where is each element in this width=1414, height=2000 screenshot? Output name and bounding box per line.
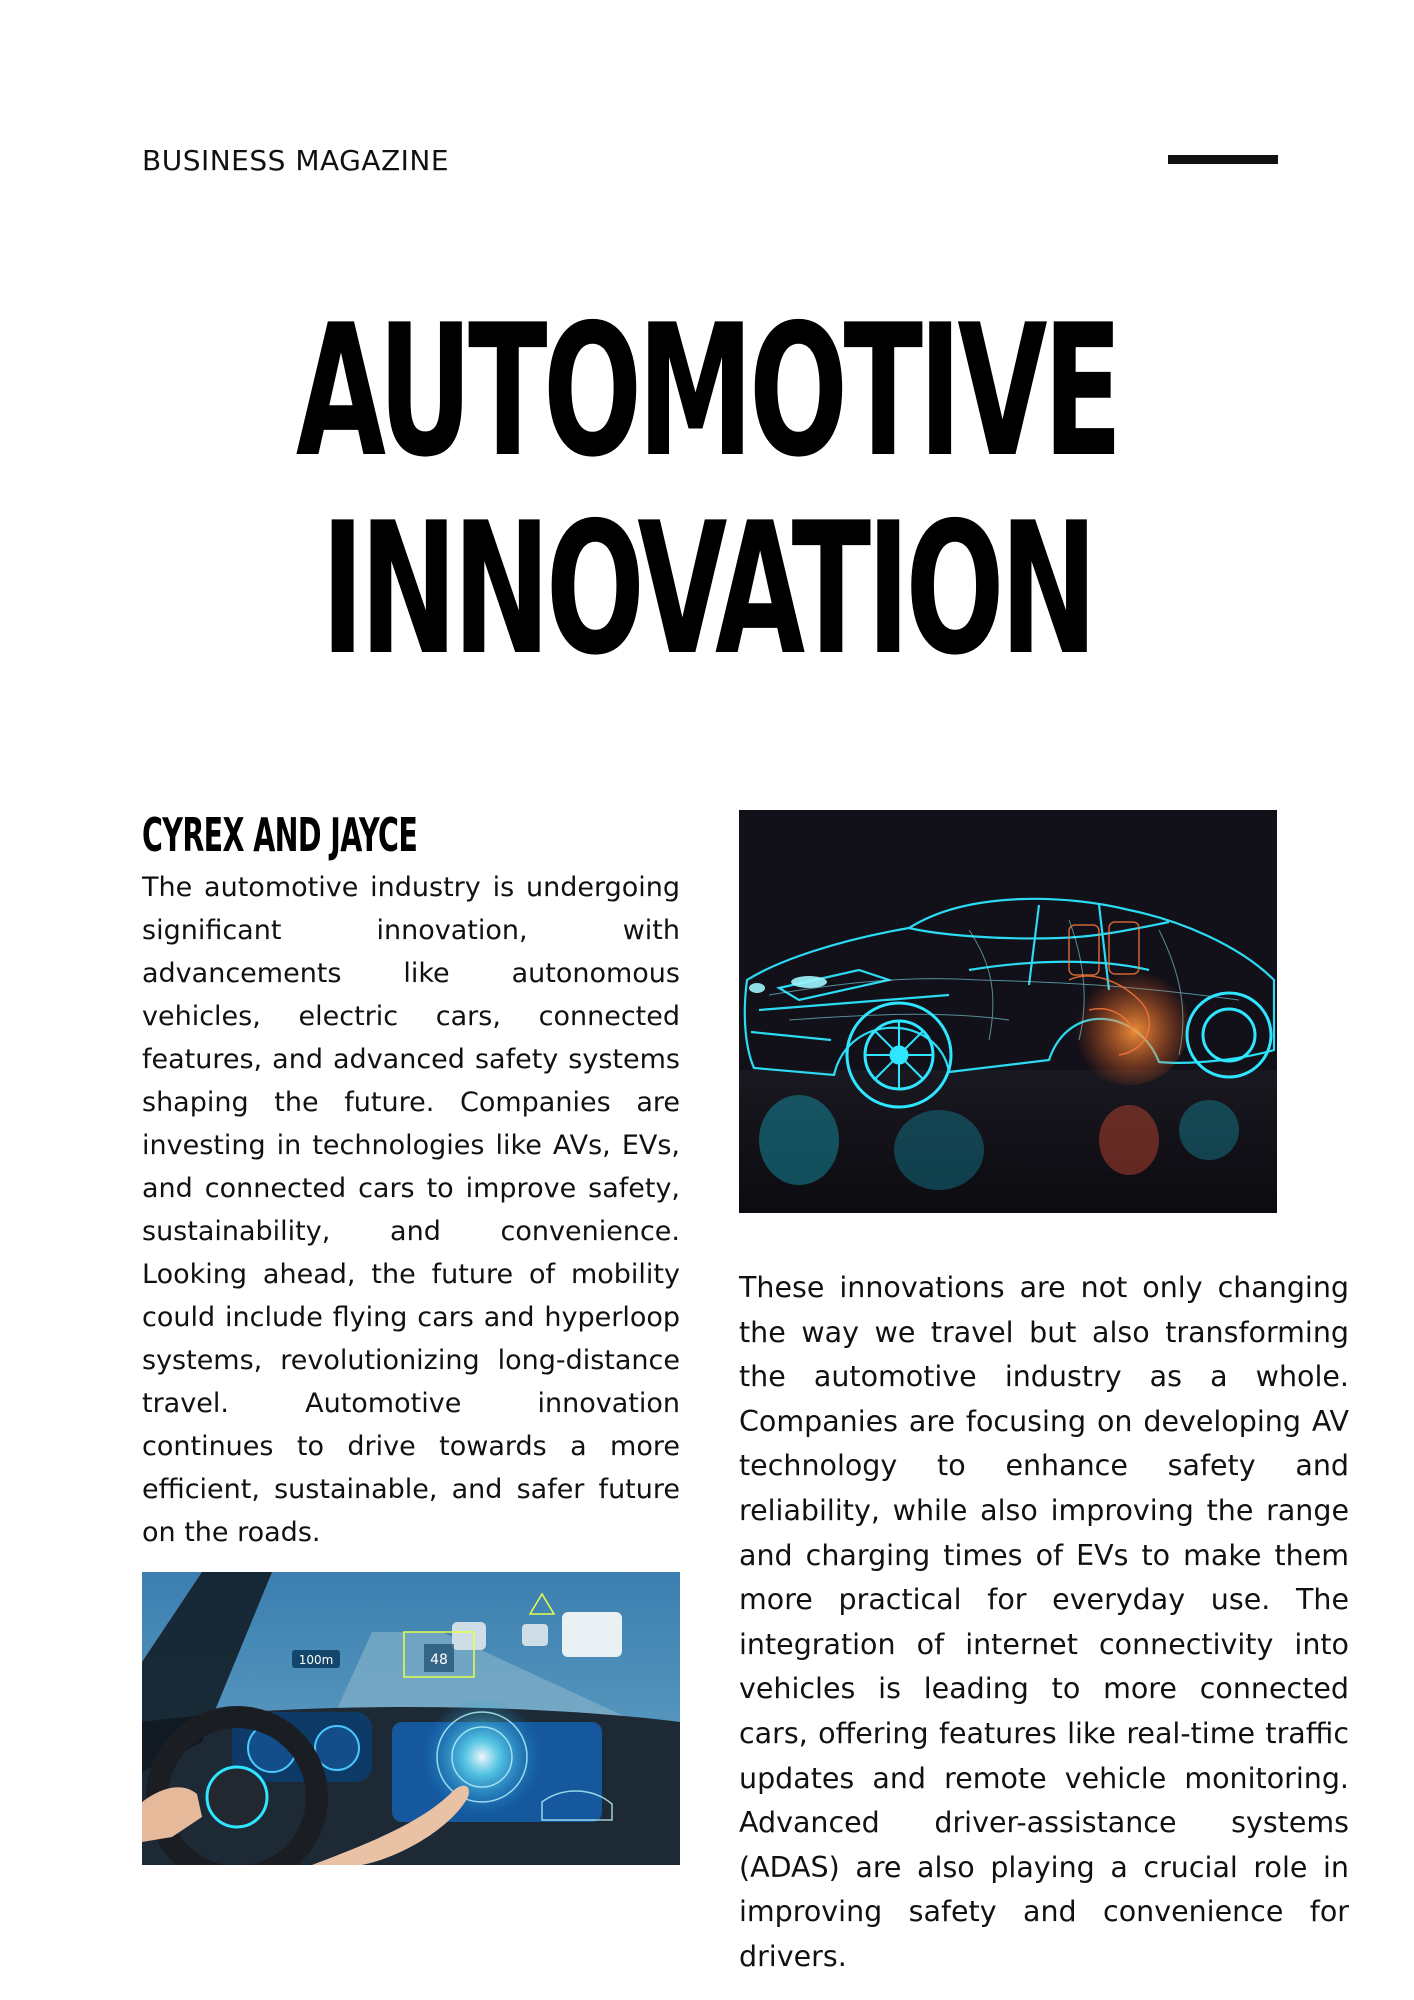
wireframe-car-image (739, 810, 1277, 1213)
byline: CYREX AND JAYCE (142, 808, 418, 862)
masthead-rule (1168, 155, 1278, 164)
masthead: BUSINESS MAGAZINE (142, 144, 450, 177)
title-line-2: INNOVATION (320, 483, 1094, 695)
dashboard-hud-image (142, 1572, 680, 1865)
hud-distance-readout: 48 (430, 1652, 448, 1668)
page-title (255, 285, 1160, 695)
dashboard-hud-illustration (142, 1572, 680, 1865)
article-paragraph-left: The automotive industry is undergoing significant innovation, with advancements like autonomous vehicles, electric cars, connected features, and advanced safety systems shaping the future. Companies are investing in technologies like AVs, EVs, and connected cars to improve safety, sustainability, and convenience. Looking ahead, the future of mobility could include flying cars and hyperloop systems, revolutionizing long-distance travel. Automotive innovation continues to drive towards a more efficient, sustainable, and safer future on the roads. (142, 872, 680, 1548)
title-line-1: AUTOMOTIVE (295, 285, 1119, 497)
article-paragraph-right: These innovations are not only changing the way we travel but also transforming the automotive industry as a whole. Companies are focusing on developing AV technology to enhance safety and reliability, while also improving the range and charging times of EVs to make them more practical for everyday use. The integration of internet connectivity into vehicles is leading to more connected cars, offering features like real-time traffic updates and remote vehicle monitoring. Advanced driver-assistance systems (ADAS) are also playing a crucial role in improving safety and convenience for drivers. (739, 1271, 1349, 1973)
wireframe-car-illustration (739, 810, 1277, 1213)
hud-speed-readout: 100m (298, 1653, 334, 1667)
